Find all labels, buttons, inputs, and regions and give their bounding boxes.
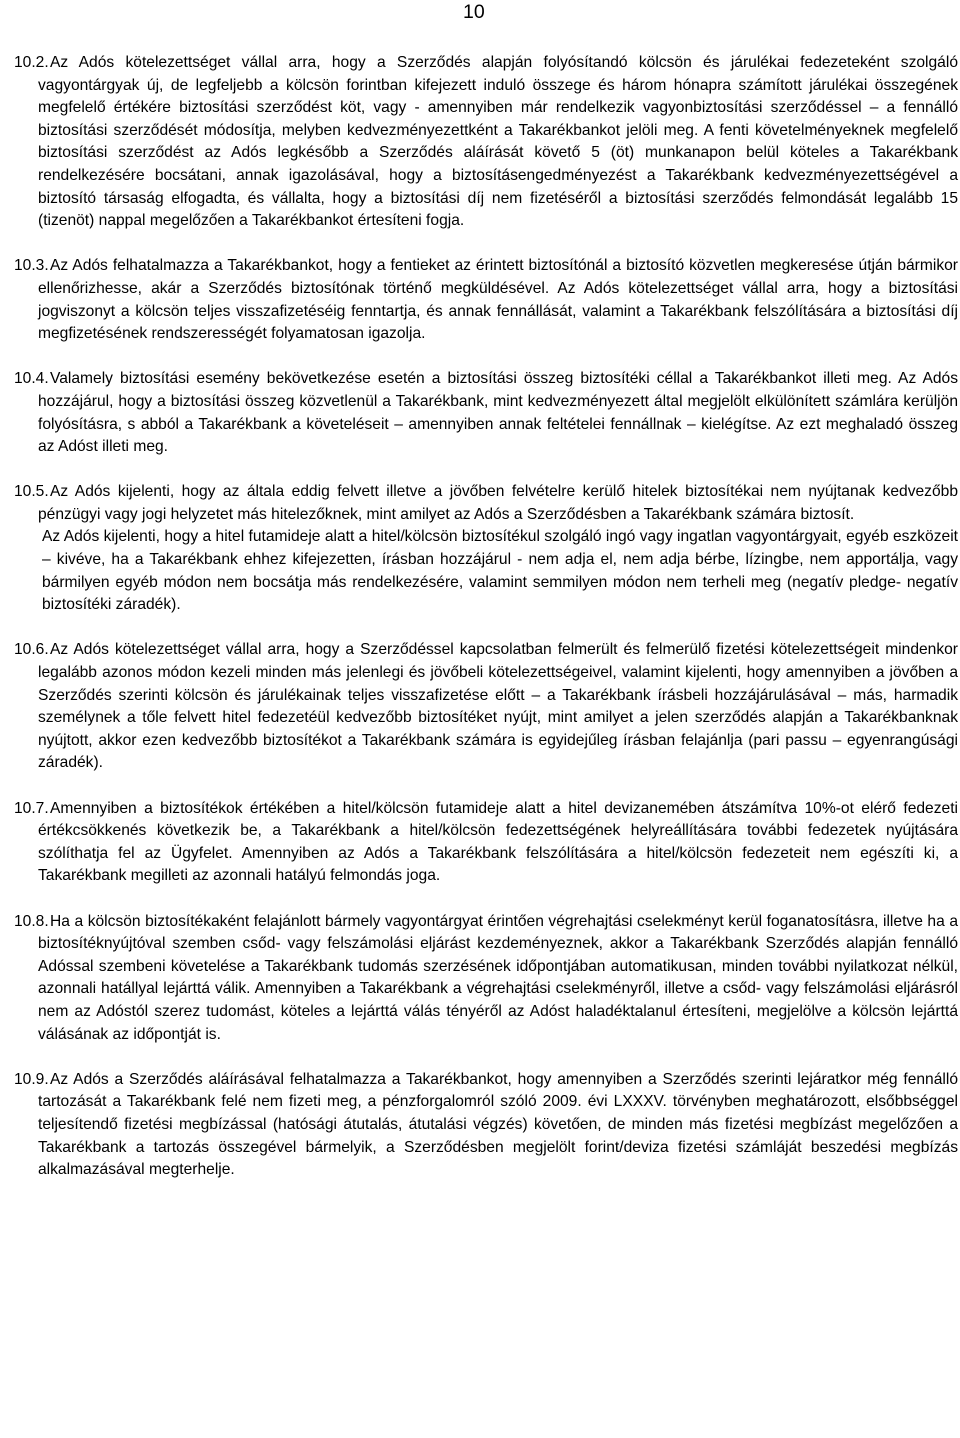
section-10-3 (14, 255, 958, 345)
section-paragraph (14, 798, 958, 888)
section-text: Az Adós kötelezettséget vállal arra, hogy a Szerződés alapján folyósítandó kölcsön és járulékai fedezeteként szolgáló vagyontárgyak új, de legfeljebb a kölcsön forintban kifejezett induló összege és három hónapra számított járulékai összegének megfelelő értékére biztosítási szerződést köt, vagy - amennyiben már rendelkezik vagyonbiztosítási szerződéssel – a fennálló biztosítási szerződését módosítja, melyben kedvezményezettként a Takarékbankot jelöli meg. A fenti követelményeknek megfelelő biztosítási szerződést az Adós legkésőbb a Szerződés aláírását követő 5 (öt) munkanapon belül köteles a Takarékbank rendelkezésére bocsátani, annak igazolásával, hogy a biztosításengedményezést a Takarékbank kedvezményezettségével a biztosító társaság elfogadta, és vállalta, hogy a biztosítási díj nem fizetéséről a biztosítási szerződés felmondását legalább 15 (tizenöt) nappal megelőzően a Takarékbankot értesíteni fogja. (38, 54, 958, 230)
section-number: 10.4. (14, 370, 49, 388)
section-number: 10.3. (14, 257, 49, 275)
section-10-7 (14, 798, 958, 888)
section-number: 10.6. (14, 641, 49, 659)
section-number: 10.2. (14, 54, 49, 71)
section-text: Az Adós felhatalmazza a Takarékbankot, hogy a fentieket az érintett biztosítónál a biztosító közvetlen megkeresése útján bármikor ellenőrizhesse, akár a Szerződés biztosítónak történő megküldésével. Az Adós kötelezettséget vállal arra, hogy a biztosítási jogviszonyt a kölcsön teljes visszafizetéséig fenntartja, és annak fennállását, valamint a Takarékbank felszólítására a biztosítási díj megfizetésének rendszerességét folyamatosan igazolja. (38, 257, 958, 343)
section-10-4 (14, 368, 958, 458)
section-paragraph (14, 368, 958, 458)
document-body (14, 52, 958, 1204)
section-text: Az Adós kijelenti, hogy az általa eddig felvett illetve a jövőben felvételre kerülő hitelek biztosítékai nem nyújtanak kedvezőbb pénzügyi vagy jogi helyzetet más hitelezőknek, mint amilyet az Adós a Szerződésben a Takarékbank számára biztosít. (38, 483, 958, 523)
section-paragraph (14, 52, 958, 233)
page-number: 10 (463, 1, 485, 23)
section-paragraph (14, 481, 958, 526)
section-paragraph (14, 255, 958, 345)
section-10-2 (14, 52, 958, 233)
section-paragraph (14, 639, 958, 775)
section-text: Az Adós kötelezettséget vállal arra, hogy a Szerződéssel kapcsolatban felmerült és felmerülő fizetési kötelezettségeit mindenkor legalább azonos módon kezeli minden más jelenlegi és jövőbeli kötelezettségeivel, valamint kijelenti, hogy amennyiben a jövőben a Szerződés szerinti kölcsön és járulékainak teljes visszafizetése előtt – a Takarékbank írásbeli hozzájárulásával – más, harmadik személynek a tőle felvett hitel fedezetéül kedvezőbb biztosítéket nyújt, mint amilyet a jelen szerződés alapján a Takarékbanknak nyújtott, akkor ezen kedvezőbb biztosítékot a Takarékbank számára is egyidejűleg írásban felajánlja (pari passu – egyenrangúsági záradék). (38, 641, 958, 772)
section-paragraph (14, 1069, 958, 1182)
section-number: 10.9. (14, 1070, 49, 1088)
section-text: Az Adós a Szerződés aláírásával felhatalmazza a Takarékbankot, hogy amennyiben a Szerződés szerinti lejáratkor még fennálló tartozását a Takarékbank felé nem fizeti meg, a pénzforgalomról szóló 2009. évi LXXXV. törvényben meghatározott, elsőbbséggel teljesítendő fizetési megbízással (hatósági átutalás, átutalási végzés) követően, de minden más fizetési megbízást megelőzően a Takarékbank a tartozás összegével bármelyik, a Szerződésben megjelölt forint/deviza fizetési számláját beszedési megbízás alkalmazásával megterhelje. (38, 1070, 958, 1179)
section-10-6 (14, 639, 958, 775)
section-paragraph (14, 911, 958, 1047)
section-text: Ha a kölcsön biztosítékaként felajánlott bármely vagyontárgyat érintően végrehajtási cselekményt kerül foganatosításra, illetve ha a biztosítéknyújtóval szemben csőd- vagy felszámolási eljárást kezdeményeznek, akkor a Takarékbank Szerződés alapján fennálló Adóssal szembeni követelése a Takarékbank tudomás szerzésének időpontjában automatikusan, minden további nyilatkozat nélkül, azonnali hatállyal lejárttá válik. Amennyiben a Takarékbank a végrehajtási cselekményről, illetve a csőd- vagy felszámolási eljárásról nem az Adóstól szerez tudomást, köteles a lejárttá válás tényéről az Adóst haladéktalanul értesíteni, megjelölve a kölcsön lejárttá válásának az időpontját is. (38, 912, 958, 1043)
section-paragraph-continued: Az Adós kijelenti, hogy a hitel futamideje alatt a hitel/kölcsön biztosítékul szolgáló ingó vagy ingatlan vagyontárgyait, egyéb eszközeit – kivéve, ha a Takarékbank ehhez kifejezetten, írásban hozzájárul - nem adja el, nem adja bérbe, lízingbe, nem apportálja, vagy bármilyen egyéb módon nem bocsátja más rendelkezésére, valamint semmilyen módon nem terheli meg (negatív pledge- negatív biztosítéki záradék). (42, 528, 958, 614)
section-10-9 (14, 1069, 958, 1182)
section-10-8 (14, 911, 958, 1047)
section-text: Valamely biztosítási esemény bekövetkezése esetén a biztosítási összeg biztosítéki céllal a Takarékbankot illeti meg. Az Adós hozzájárul, hogy a biztosítási összeg közvetlenül a Takarékbank, mint kedvezményezett által megjelölt elkülönített számlára kerüljön folyósításra, s abból a Takarékbank a követeléseit – amennyiben annak feltételei fennállnak – kielégítse. Az ezt meghaladó összeg az Adóst illeti meg. (38, 370, 958, 456)
section-text: Amennyiben a biztosítékok értékében a hitel/kölcsön futamideje alatt a hitel devizanemében átszámítva 10%-ot elérő fedezeti értékcsökkenés következik be, a Takarékbank a hitel/kölcsön fedezettségének helyreállítására további fedezetek nyújtására szólíthatja fel az Ügyfelet. Amennyiben az Adós a Takarékbank felszólítására a hitel/kölcsön fedezeteit nem egészíti ki, a Takarékbank megilleti az azonnali hatályú felmondás joga. (38, 799, 958, 885)
section-number: 10.8. (14, 912, 49, 930)
section-number: 10.7. (14, 799, 49, 817)
section-number: 10.5. (14, 483, 49, 501)
section-10-5 (14, 481, 958, 617)
